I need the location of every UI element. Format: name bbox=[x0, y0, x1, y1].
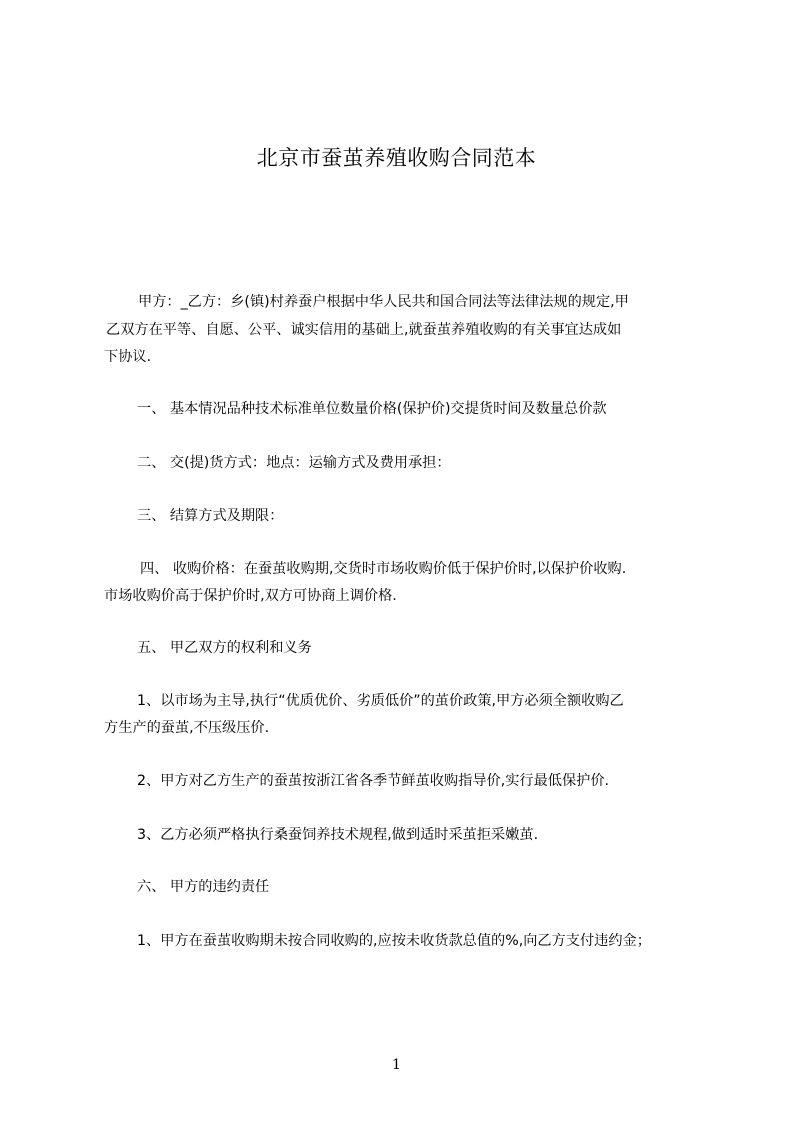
section-4-line-2: 市场收购价高于保护价时,双方可协商上调价格. bbox=[104, 588, 397, 604]
section-2-heading: 二、 交(提)货方式：地点：运输方式及费用承担： bbox=[137, 455, 451, 471]
section-5-item-2: 2、甲方对乙方生产的蚕茧按浙江省各季节鲜茧收购指导价,实行最低保护价. bbox=[137, 773, 610, 789]
section-6-heading: 六、 甲方的违约责任 bbox=[137, 879, 270, 895]
document-title: 北京市蚕茧养殖收购合同范本 bbox=[256, 146, 537, 170]
section-5-heading: 五、 甲乙双方的权利和义务 bbox=[137, 640, 312, 656]
section-3-heading: 三、 结算方式及期限： bbox=[137, 508, 284, 524]
section-5-item-3: 3、乙方必须严格执行桑蚕饲养技术规程,做到适时采茧拒采嫩茧. bbox=[137, 827, 539, 843]
page-number: 1 bbox=[392, 1057, 401, 1073]
intro-line-3: 下协议. bbox=[104, 349, 152, 365]
intro-line-1: 甲方：_乙方：乡(镇)村养蚕户根据中华人民共和国合同法等法律法规的规定,甲 bbox=[138, 294, 629, 310]
section-5-item-1-line-1: 1、以市场为主导,执行“优质优价、劣质低价”的茧价政策,甲方必须全额收购乙 bbox=[137, 693, 624, 709]
section-5-item-1-line-2: 方生产的蚕茧,不压级压价. bbox=[104, 720, 270, 736]
section-6-item-1: 1、甲方在蚕茧收购期未按合同收购的,应按未收货款总值的%,向乙方支付违约金； bbox=[137, 933, 651, 949]
section-1-heading: 一、 基本情况品种技术标准单位数量价格(保护价)交提货时间及数量总价款 bbox=[137, 401, 607, 417]
section-4-line-1: 四、 收购价格：在蚕茧收购期,交货时市场收购价低于保护价时,以保护价收购. bbox=[140, 561, 627, 577]
intro-line-2: 乙双方在平等、自愿、公平、诚实信用的基础上,就蚕茧养殖收购的有关事宜达成如 bbox=[106, 322, 622, 338]
